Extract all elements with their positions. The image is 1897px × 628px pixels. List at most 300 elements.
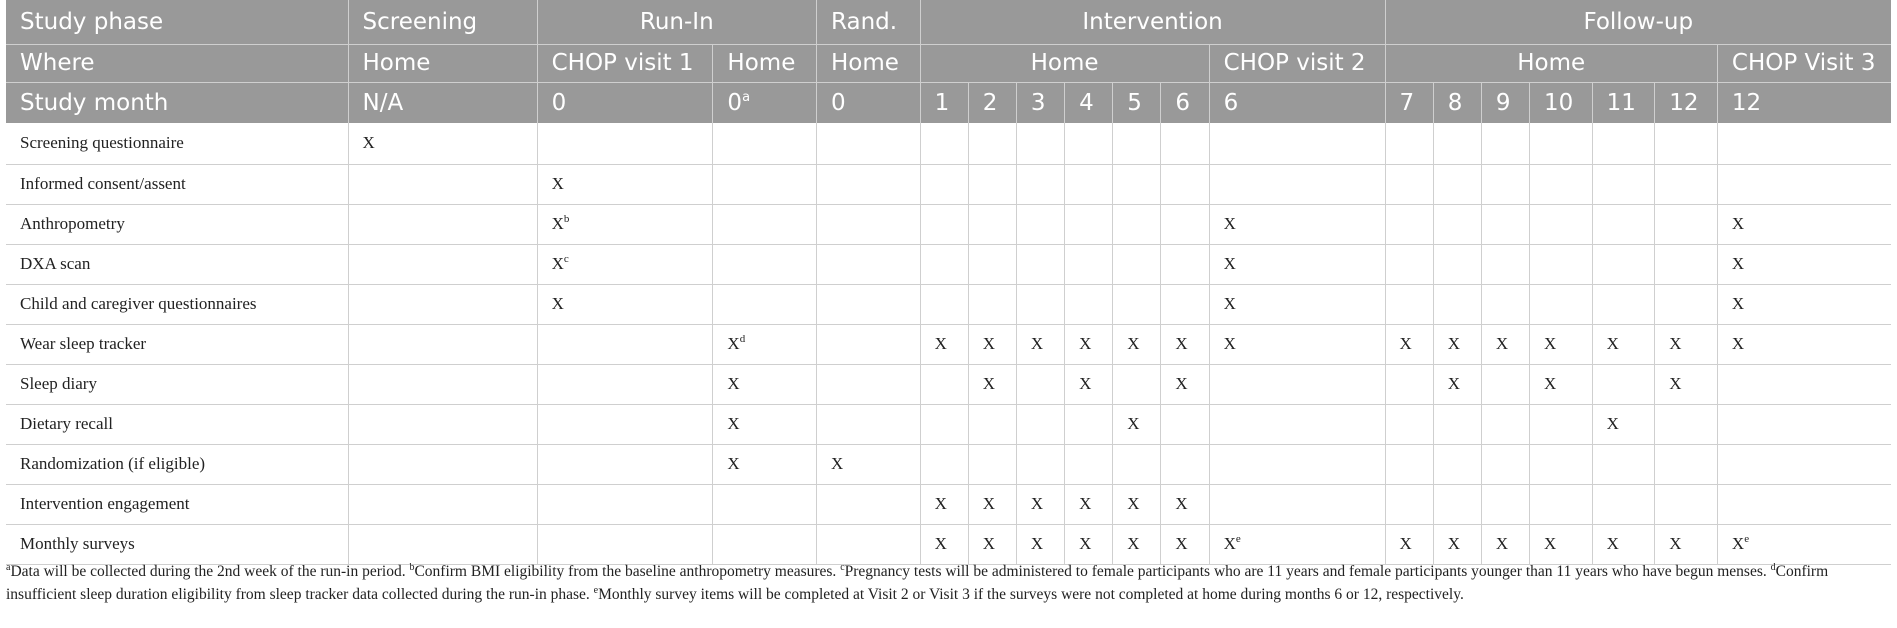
where-cell: Home [1385, 44, 1717, 82]
schedule-cell [920, 364, 968, 404]
schedule-cell [1530, 164, 1593, 204]
table-row [6, 324, 1891, 364]
schedule-cell [1433, 324, 1481, 364]
schedule-cell [1717, 404, 1891, 444]
schedule-cell [713, 404, 817, 444]
footnotes [6, 560, 1891, 606]
schedule-mark: X [1175, 374, 1188, 393]
month-value: 9 [1495, 89, 1511, 116]
activity-label: Monthly surveys [6, 524, 348, 564]
schedule-cell [1481, 204, 1529, 244]
schedule-cell [537, 484, 713, 524]
schedule-cell [1433, 204, 1481, 244]
schedule-cell [920, 164, 968, 204]
month-cell [817, 82, 921, 123]
month-value: 12 [1669, 89, 1699, 116]
where-cell: Home [817, 44, 921, 82]
schedule-cell [1209, 324, 1385, 364]
activity-label: Child and caregiver questionnaires [6, 284, 348, 324]
phase-rand: Rand. [817, 0, 921, 44]
schedule-cell [1161, 444, 1209, 484]
schedule-cell [1433, 284, 1481, 324]
schedule-mark: X [982, 334, 996, 353]
schedule-mark: X [1669, 534, 1682, 553]
schedule-cell [1385, 204, 1433, 244]
schedule-mark: X [1399, 534, 1412, 553]
table-body [6, 123, 1891, 564]
header-row-month [6, 82, 1891, 123]
schedule-cell [1016, 324, 1064, 364]
schedule-cell [713, 324, 817, 364]
schedule-cell [1385, 364, 1433, 404]
activity-label: Randomization (if eligible) [6, 444, 348, 484]
schedule-cell [1113, 204, 1161, 244]
schedule-cell [1433, 123, 1481, 164]
schedule-mark: X [1544, 334, 1557, 353]
schedule-mark: X [362, 133, 375, 153]
schedule-mark: X [1606, 334, 1619, 353]
schedule-cell [1481, 484, 1529, 524]
schedule-mark: X [1079, 534, 1092, 553]
schedule-cell [1655, 284, 1718, 324]
schedule-mark: X [1079, 334, 1092, 353]
schedule-cell [1209, 244, 1385, 284]
phase-run-in: Run-In [537, 0, 816, 44]
schedule-cell [1717, 524, 1891, 564]
schedule-cell [1113, 123, 1161, 164]
schedule-mark: X [1606, 414, 1619, 433]
schedule-cell [1433, 484, 1481, 524]
schedule-cell [1209, 484, 1385, 524]
table-row [6, 204, 1891, 244]
where-cell: CHOP visit 2 [1209, 44, 1385, 82]
schedule-cell [817, 244, 921, 284]
month-value: 8 [1447, 89, 1463, 116]
month-value: 12 [1731, 89, 1762, 116]
schedule-cell [1065, 164, 1113, 204]
schedule-cell [1655, 484, 1718, 524]
footnote-mark: a [6, 562, 11, 573]
footnote-text: Confirm BMI eligibility from the baseline anthropometry measures. [414, 563, 837, 580]
schedule-mark: X [1175, 334, 1188, 353]
schedule-mark: X [982, 374, 996, 393]
schedule-cell [537, 444, 713, 484]
schedule-cell [1113, 244, 1161, 284]
schedule-cell [1016, 404, 1064, 444]
schedule-table [6, 0, 1891, 565]
month-cell [1481, 82, 1529, 123]
activity-label: Informed consent/assent [6, 164, 348, 204]
schedule-mark: X [1731, 294, 1745, 313]
schedule-mark: X [1127, 494, 1140, 513]
where-cell: Home [713, 44, 817, 82]
schedule-cell [1209, 123, 1385, 164]
schedule-cell [713, 164, 817, 204]
schedule-cell [920, 204, 968, 244]
schedule-cell [537, 524, 713, 564]
schedule-cell [1530, 524, 1593, 564]
schedule-cell [1717, 364, 1891, 404]
schedule-cell [537, 324, 713, 364]
schedule-cell [1385, 324, 1433, 364]
schedule-cell [1655, 444, 1718, 484]
schedule-cell [1161, 324, 1209, 364]
schedule-cell [968, 524, 1016, 564]
schedule-cell [1717, 204, 1891, 244]
schedule-mark: X [934, 494, 947, 513]
schedule-cell [1592, 404, 1655, 444]
schedule-cell [1433, 524, 1481, 564]
schedule-cell [1717, 123, 1891, 164]
schedule-cell [817, 444, 921, 484]
month-value: 10 [1544, 89, 1574, 116]
schedule-cell [348, 484, 537, 524]
schedule-mark: X [1544, 374, 1557, 393]
footnote-mark: d [1770, 562, 1776, 573]
schedule-cell [537, 364, 713, 404]
schedule-cell [1016, 484, 1064, 524]
schedule-mark: X [1223, 534, 1236, 553]
schedule-mark: X [1127, 334, 1140, 353]
where-cell: CHOP visit 1 [537, 44, 713, 82]
schedule-cell [713, 364, 817, 404]
schedule-mark: X [727, 334, 740, 353]
schedule-mark: X [551, 294, 564, 313]
schedule-cell [713, 284, 817, 324]
schedule-mark: X [1606, 534, 1619, 553]
schedule-cell [1433, 444, 1481, 484]
schedule-mark: X [727, 414, 740, 433]
schedule-cell [1209, 164, 1385, 204]
footnote-text: Pregnancy tests will be administered to female participants who are 11 years and female participants younger than 11 years who have begun menses. [844, 563, 1767, 580]
schedule-cell [1016, 164, 1064, 204]
month-cell [920, 82, 968, 123]
schedule-cell [1385, 484, 1433, 524]
schedule-cell [1530, 444, 1593, 484]
where-cell: Home [348, 44, 537, 82]
schedule-mark: X [1447, 534, 1460, 553]
schedule-cell [968, 204, 1016, 244]
schedule-cell [1209, 204, 1385, 244]
schedule-mark: X [1079, 494, 1092, 513]
schedule-cell [920, 123, 968, 164]
schedule-cell [1481, 164, 1529, 204]
schedule-cell [1385, 524, 1433, 564]
schedule-cell [1161, 364, 1209, 404]
schedule-cell [817, 484, 921, 524]
schedule-cell [817, 524, 921, 564]
month-cell [1592, 82, 1655, 123]
schedule-cell [1209, 444, 1385, 484]
schedule-cell [1717, 244, 1891, 284]
schedule-cell [348, 164, 537, 204]
table-row [6, 284, 1891, 324]
schedule-cell [1433, 164, 1481, 204]
table-row [6, 364, 1891, 404]
footnote-text: Confirm insufficient sleep duration eligibility from sleep tracker data collected during the run-in phase. [6, 563, 1829, 603]
schedule-cell [1065, 244, 1113, 284]
schedule-cell [1530, 204, 1593, 244]
schedule-cell [1481, 404, 1529, 444]
activity-label: Anthropometry [6, 204, 348, 244]
month-cell [348, 82, 537, 123]
phase-screening: Screening [348, 0, 537, 44]
schedule-cell [1655, 123, 1718, 164]
schedule-mark: X [1175, 494, 1188, 513]
schedule-cell [920, 404, 968, 444]
schedule-cell [537, 284, 713, 324]
phase-follow-up: Follow-up [1385, 0, 1891, 44]
schedule-cell [1385, 123, 1433, 164]
schedule-cell [1592, 164, 1655, 204]
schedule-cell [1016, 123, 1064, 164]
schedule-mark: X [551, 174, 564, 193]
schedule-cell [1016, 444, 1064, 484]
schedule-cell [1113, 524, 1161, 564]
table-header [6, 0, 1891, 123]
schedule-cell [348, 284, 537, 324]
schedule-cell [1592, 444, 1655, 484]
schedule-table-container [6, 0, 1891, 565]
schedule-cell [1113, 484, 1161, 524]
schedule-cell [1592, 484, 1655, 524]
schedule-cell [1113, 164, 1161, 204]
table-row [6, 244, 1891, 284]
schedule-cell [1161, 404, 1209, 444]
schedule-cell [1717, 484, 1891, 524]
schedule-mark: X [551, 214, 564, 233]
schedule-mark: X [1731, 534, 1745, 553]
schedule-mark: X [727, 374, 740, 393]
footnote-mark: e [593, 585, 599, 596]
schedule-mark: X [1223, 334, 1236, 353]
month-value: 3 [1030, 89, 1046, 116]
month-value: 4 [1079, 89, 1094, 116]
schedule-cell [1161, 204, 1209, 244]
schedule-cell [920, 484, 968, 524]
month-cell [1385, 82, 1433, 123]
month-cell [968, 82, 1016, 123]
schedule-cell [1385, 404, 1433, 444]
schedule-mark: X [1731, 214, 1745, 233]
schedule-cell [1481, 123, 1529, 164]
table-row [6, 444, 1891, 484]
schedule-cell [1065, 484, 1113, 524]
schedule-mark: X [1223, 294, 1236, 313]
schedule-cell [1065, 404, 1113, 444]
footnote-mark: a [742, 89, 751, 105]
header-row-where [6, 44, 1891, 82]
schedule-cell [537, 123, 713, 164]
where-cell: Home [920, 44, 1209, 82]
schedule-cell [1065, 324, 1113, 364]
schedule-cell [348, 324, 537, 364]
schedule-mark: X [1399, 334, 1412, 353]
schedule-cell [1433, 244, 1481, 284]
schedule-cell [713, 484, 817, 524]
schedule-mark: X [1175, 534, 1188, 553]
schedule-cell [968, 164, 1016, 204]
schedule-cell [968, 444, 1016, 484]
schedule-cell [1065, 284, 1113, 324]
schedule-cell [537, 244, 713, 284]
schedule-mark: X [982, 494, 996, 513]
schedule-cell [1530, 244, 1593, 284]
month-cell [1209, 82, 1385, 123]
footnote-mark: b [409, 562, 415, 573]
schedule-cell [1592, 284, 1655, 324]
schedule-cell [1481, 364, 1529, 404]
schedule-cell [1717, 444, 1891, 484]
table-row [6, 404, 1891, 444]
schedule-cell [1655, 524, 1718, 564]
where-cell: CHOP Visit 3 [1717, 44, 1891, 82]
schedule-cell [1016, 284, 1064, 324]
schedule-mark: X [1669, 374, 1682, 393]
month-cell [1065, 82, 1113, 123]
schedule-cell [1385, 284, 1433, 324]
schedule-cell [1481, 324, 1529, 364]
schedule-mark: X [982, 534, 996, 553]
activity-label: Dietary recall [6, 404, 348, 444]
schedule-mark: X [1495, 534, 1509, 553]
schedule-cell [920, 244, 968, 284]
month-value: 2 [982, 89, 998, 116]
header-label-month: Study month [6, 82, 348, 123]
schedule-cell [1592, 244, 1655, 284]
schedule-mark: X [1495, 334, 1509, 353]
schedule-cell [348, 204, 537, 244]
schedule-cell [1385, 244, 1433, 284]
schedule-cell [1481, 444, 1529, 484]
schedule-cell [1592, 524, 1655, 564]
schedule-cell [1592, 123, 1655, 164]
footnote-mark: e [1235, 533, 1241, 545]
table-row [6, 524, 1891, 564]
schedule-mark: X [1544, 534, 1557, 553]
schedule-cell [1161, 164, 1209, 204]
month-value: 6 [1223, 89, 1239, 116]
month-cell [713, 82, 817, 123]
schedule-cell [1209, 524, 1385, 564]
activity-label: Screening questionnaire [6, 123, 348, 164]
month-cell [1433, 82, 1481, 123]
schedule-cell [1717, 284, 1891, 324]
schedule-cell [348, 364, 537, 404]
schedule-cell [1161, 284, 1209, 324]
schedule-cell [817, 164, 921, 204]
schedule-cell [817, 404, 921, 444]
schedule-mark: X [1731, 254, 1745, 273]
schedule-cell [1113, 364, 1161, 404]
schedule-cell [817, 364, 921, 404]
schedule-mark: X [1030, 334, 1044, 353]
schedule-cell [1655, 364, 1718, 404]
schedule-cell [968, 404, 1016, 444]
schedule-cell [1161, 244, 1209, 284]
footnote-mark: b [563, 213, 570, 225]
schedule-cell [1209, 364, 1385, 404]
schedule-cell [1530, 404, 1593, 444]
header-row-phase [6, 0, 1891, 44]
schedule-mark: X [1030, 494, 1044, 513]
month-value: 0 [551, 89, 567, 116]
schedule-mark: X [934, 334, 947, 353]
schedule-cell [817, 284, 921, 324]
month-cell [537, 82, 713, 123]
schedule-cell [1433, 364, 1481, 404]
month-cell [1530, 82, 1593, 123]
footnote-mark: d [739, 333, 746, 345]
schedule-cell [1113, 444, 1161, 484]
table-row [6, 123, 1891, 164]
schedule-cell [713, 204, 817, 244]
schedule-cell [968, 244, 1016, 284]
schedule-mark: X [934, 534, 947, 553]
schedule-cell [1016, 364, 1064, 404]
month-value: 5 [1127, 89, 1142, 116]
schedule-cell [713, 524, 817, 564]
schedule-mark: X [1669, 334, 1682, 353]
month-value: 0 [727, 89, 743, 116]
schedule-cell [1016, 244, 1064, 284]
month-value: 0 [831, 89, 846, 116]
schedule-cell [348, 123, 537, 164]
month-value: N/A [362, 89, 404, 116]
activity-label: Intervention engagement [6, 484, 348, 524]
schedule-mark: X [1030, 534, 1044, 553]
table-row [6, 164, 1891, 204]
table-row [6, 484, 1891, 524]
schedule-cell [968, 484, 1016, 524]
activity-label: Wear sleep tracker [6, 324, 348, 364]
schedule-mark: X [1731, 334, 1745, 353]
schedule-cell [1481, 244, 1529, 284]
month-cell [1717, 82, 1891, 123]
schedule-cell [348, 444, 537, 484]
schedule-cell [1530, 364, 1593, 404]
schedule-mark: X [551, 254, 564, 273]
activity-label: Sleep diary [6, 364, 348, 404]
schedule-cell [348, 404, 537, 444]
schedule-cell [920, 444, 968, 484]
schedule-cell [1065, 444, 1113, 484]
schedule-mark: X [831, 454, 844, 473]
header-label-where: Where [6, 44, 348, 82]
schedule-cell [713, 244, 817, 284]
schedule-cell [1481, 524, 1529, 564]
schedule-cell [920, 324, 968, 364]
schedule-cell [1655, 404, 1718, 444]
month-cell [1113, 82, 1161, 123]
schedule-cell [1016, 524, 1064, 564]
schedule-mark: X [1223, 254, 1236, 273]
schedule-cell [1209, 284, 1385, 324]
schedule-mark: X [1447, 334, 1460, 353]
schedule-mark: X [727, 454, 740, 473]
month-cell [1161, 82, 1209, 123]
schedule-cell [348, 244, 537, 284]
schedule-cell [1113, 324, 1161, 364]
footnote-mark: e [1744, 533, 1750, 545]
schedule-cell [817, 123, 921, 164]
schedule-cell [1161, 524, 1209, 564]
month-cell [1016, 82, 1064, 123]
schedule-cell [537, 204, 713, 244]
schedule-cell [968, 284, 1016, 324]
phase-intervention: Intervention [920, 0, 1385, 44]
schedule-cell [1717, 164, 1891, 204]
